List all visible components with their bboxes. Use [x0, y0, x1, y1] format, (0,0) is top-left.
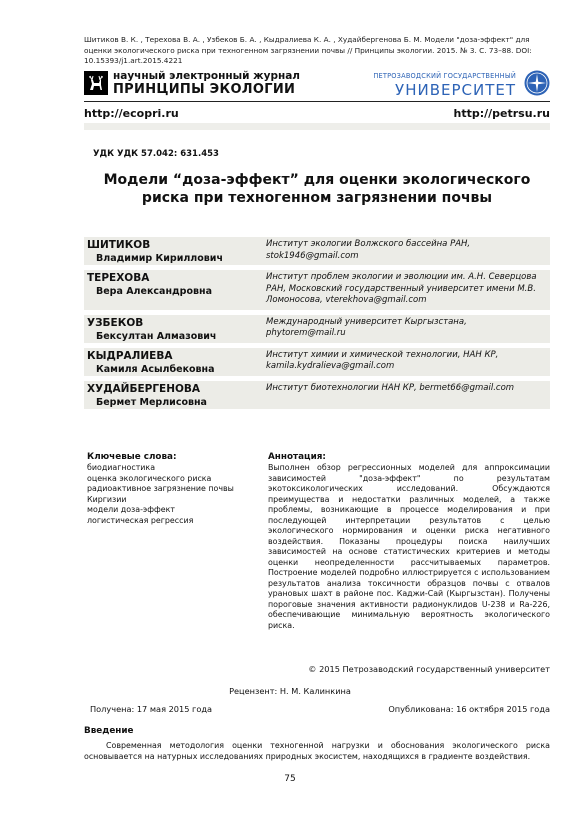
keywords-list [87, 463, 257, 526]
keywords-heading: Ключевые слова: [87, 452, 177, 462]
header-band [84, 123, 550, 130]
author-first-name: Камиля Асылбековна [96, 363, 215, 375]
author-first-name: Вера Александровна [96, 286, 212, 297]
university-emblem-icon [524, 70, 550, 96]
journal-url-link[interactable]: http://ecopri.ru [84, 107, 179, 120]
author-affiliation: Институт химии и химической технологии, НАН КР, kamila.kydralieva@gmail.com [266, 349, 499, 371]
university-line2: УНИВЕРСИТЕТ [395, 81, 516, 99]
udk-code: УДК УДК 57.042: 631.453 [93, 149, 219, 159]
author-affiliation: Институт биотехнологии НАН КР, bermet66@gmail.com [266, 382, 515, 393]
university-logo-text [373, 72, 516, 99]
journal-name: ПРИНЦИПЫ ЭКОЛОГИИ [113, 82, 296, 97]
citation-text: Шитиков В. К. , Терехова В. А. , Узбеков Б. А. , Кыдралиева К. А. , Худайбергенова Б. М. Модели "доза-эффект" для оценки экологического риска при техногенном загрязнении почвы // Принципы экологии. 2015. № 3. С. 73–88. DOI: 10.15393/j1.art.2015.4221 [84, 35, 532, 65]
intro-paragraph: Современная методология оценки техногенной нагрузки и обоснования экологического риска основывается на натурных исследованиях природных экосистем, находящихся в градиенте воздействия. [84, 741, 550, 761]
keyword-item: модели доза-эффект [87, 505, 175, 514]
authors-list [84, 237, 550, 414]
university-line1: ПЕТРОЗАВОДСКИЙ ГОСУДАРСТВЕННЫЙ [373, 72, 516, 80]
header-rule [84, 101, 550, 102]
author-last-name: КЫДРАЛИЕВА [87, 349, 173, 362]
abstract-heading: Аннотация: [268, 452, 326, 462]
author-first-name: Владимир Кириллович [96, 253, 223, 264]
published-date: Опубликована: 16 октября 2015 года [388, 704, 550, 714]
author-affiliation: Институт экологии Волжского бассейна РАН, stok1946@gmail.com [266, 239, 471, 261]
deer-icon [84, 71, 108, 95]
intro-heading: Введение [84, 726, 134, 736]
reviewer-line: Рецензент: Н. М. Калинкина [229, 686, 351, 696]
page-number: 75 [284, 774, 296, 784]
university-url-link[interactable]: http://petrsu.ru [453, 107, 550, 120]
author-last-name: ХУДАЙБЕРГЕНОВА [87, 382, 201, 395]
keyword-item: биодиагностика [87, 463, 156, 472]
author-first-name: Бермет Мерлисовна [96, 396, 207, 408]
abstract-text: Выполнен обзор регрессионных моделей для аппроксимации зависимостей "доза-эффект" по результатам экотоксикологических исследований. Обсуждаются преимущества и недостатки различных моделей, а также проблемы, возникающие в процессе моделирования и при последующей интерпретации результатов с целью экологического нормирования и оценки риска негативного воздействия. Показаны процедуры поиска наилучших зависимостей на основе статистических критериев и методы оценки неопределенности рассчитываемых параметров. Построение моделей подробно иллюстрируется с использованием результатов анализа токсичности образцов почвы с отвалов урановых шахт в районе пос. Каджи-Сай (Кыргызстан). Получены пороговые значения активности радионуклидов U-238 и Ra-226, обеспечивающие минимальную вероятность экологического риска. [268, 463, 550, 630]
author-block [84, 237, 550, 265]
author-last-name: ШИТИКОВ [87, 239, 151, 251]
author-block [84, 348, 550, 376]
received-date: Получена: 17 мая 2015 года [90, 704, 213, 714]
author-affiliation: Международный университет Кыргызстана, phytorem@mail.ru [266, 316, 467, 338]
journal-subtitle: научный электронный журнал [113, 70, 300, 82]
keyword-item: радиоактивное загрязнение почвы Киргизии [87, 484, 234, 504]
author-block [84, 315, 550, 343]
article-title: Модели “доза-эффект” для оценки экологического риска при техногенном загрязнении почвы [103, 172, 531, 206]
author-block [84, 381, 550, 409]
author-affiliation: Институт проблем экологии и эволюции им. А.Н. Северцова РАН, Московский государственный университет имени М.В. Ломоносова, vterekhova@gmail.com [266, 272, 537, 305]
author-last-name: УЗБЕКОВ [87, 316, 144, 329]
author-last-name: ТЕРЕХОВА [87, 272, 150, 284]
keyword-item: логистическая регрессия [87, 515, 194, 525]
copyright-notice: © 2015 Петрозаводский государственный университет [308, 664, 550, 674]
author-block [84, 270, 550, 310]
author-first-name: Бексултан Алмазович [96, 330, 217, 342]
journal-header [84, 70, 550, 100]
keyword-item: оценка экологического риска [87, 473, 212, 483]
